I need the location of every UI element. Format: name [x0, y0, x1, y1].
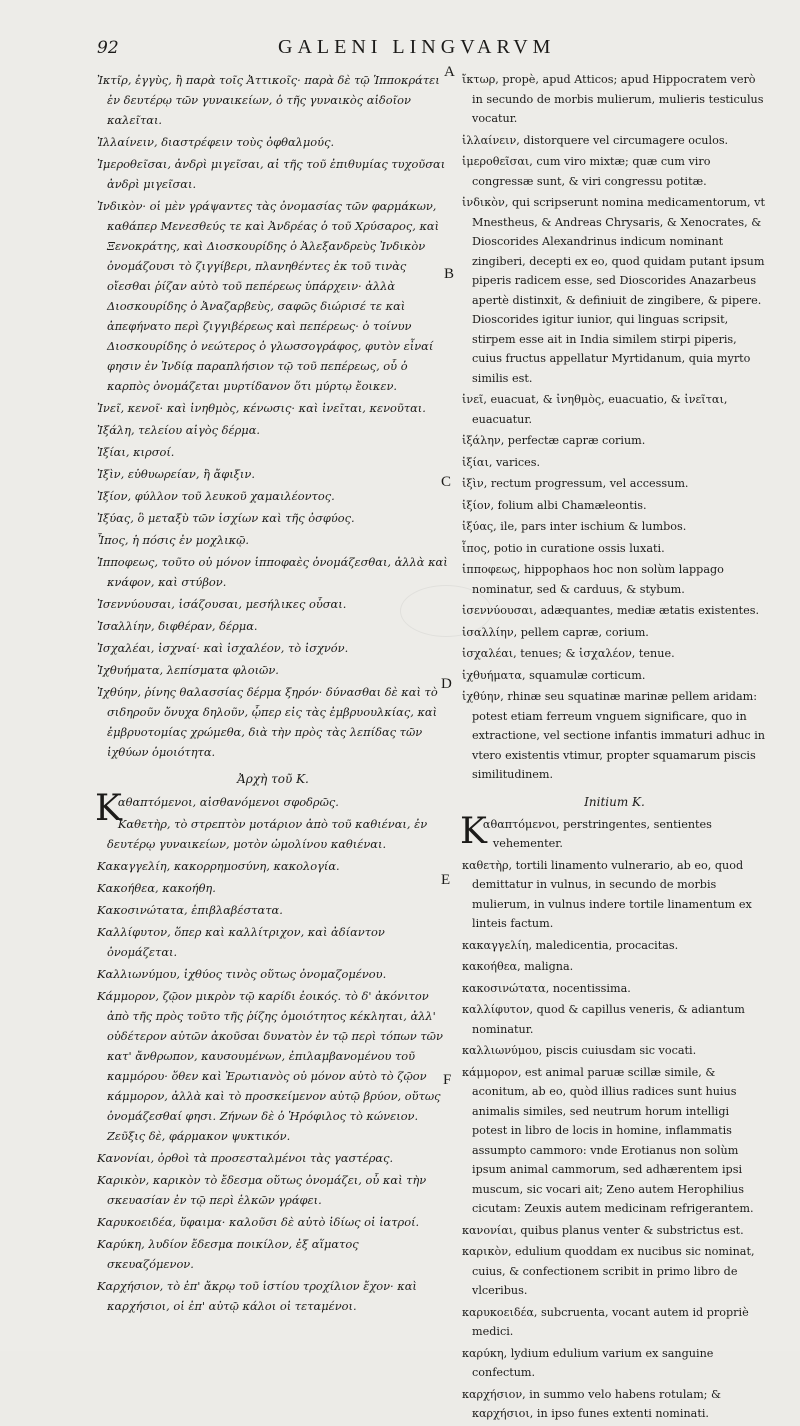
entry-ixin: Ἰξὶν, εὐθυωρείαν, ἢ ἄφιξιν. — [97, 467, 255, 481]
entry-hippopheos: Ἱπποφεως, τοῦτο οὐ μόνον ἱπποφαὲς ὀνομάζεσθαι, ἀλλὰ καὶ κνάφον, καὶ στύβον. — [97, 555, 448, 589]
entry-kakosinotata: Κακοσινώτατα, ἐπιβλαβέστατα. — [97, 903, 283, 917]
entry-kalliphyton-lat: καλλίφυτον, quod & capillus veneris, & adiantum nominatur. — [462, 1003, 745, 1036]
entry-karikon-lat: καρικὸν, edulium quoddam ex nucibus sic nominat, cuius, & confectionem scribit in primo libro de vlceribus. — [462, 1245, 755, 1297]
entry-indikon-lat: ἰνδικὸν, qui scripserunt nomina medicamentorum, vt Mnestheus, & Andreas Chrysaris, & Xenocrates, & Dioscorides Alexandrinus indicum nominant zingiberi, decepti ex eo, quod quidam putant ipsum piperis radicem esse, sed Dioscorides Anazarbeus apertè distinxit, & definiuit de zingibere, & pipere. Dioscorides igitur iunior, qui linguas scripsit, stirpem esse ait in India similem stirpi piperis, cuius fructus appellatur Myrtidanum, quia myrto similis est. — [462, 196, 765, 385]
margin-letter-f: F — [443, 1072, 452, 1088]
entry-ixale: Ἰξάλη, τελείου αἰγὸς δέρμα. — [97, 423, 261, 437]
section-heading-k-lat: Initium K. — [584, 794, 645, 809]
entry-karykoeidea: Καρυκοειδέα, ὕφαιμα· καλοῦσι δὲ αὐτὸ ἰδίως οἱ ἰατροί. — [97, 1215, 420, 1229]
entry-ipos: Ἶπος, ἡ πόσις ἐν μοχλικῷ. — [97, 533, 249, 547]
entry-kallionymou: Καλλιωνύμου, ἰχθύος τινὸς οὕτως ὀνομαζομένου. — [97, 967, 387, 981]
entry-karyke-lat: καρύκη, lydium edulium varium ex sanguine confectum. — [462, 1346, 714, 1379]
entry-isallien: Ἰσαλλίην, διφθέραν, δέρμα. — [97, 619, 258, 633]
entry-ixiai-lat: ἰξίαι, varices. — [462, 455, 541, 469]
drop-cap-lat: K — [460, 810, 487, 852]
entry-kathaptomenoi-text: αθαπτόμενοι, αἰσθανόμενοι σφοδρῶς. — [117, 795, 339, 809]
entry-karikon: Καρικὸν, καρικὸν τὸ ἔδεσμα οὕτως ὀνομάζει, οὗ καὶ τὴν σκευασίαν ἐν τῷ περὶ ἑλκῶν γράφει. — [97, 1173, 427, 1207]
entry-kanoniai: Κανονίαι, ὀρθοὶ τὰ προσεσταλμένοι τὰς γαστέρας. — [97, 1151, 394, 1165]
entry-kammoron: Κάμμορον, ζῷον μικρὸν τῷ καρίδι ἐοικός. τὸ δ' ἀκόνιτον ἀπὸ τῆς πρὸς τοῦτο τῆς ῥίζης ὁμοιότητος κέκληται, ἀλλ' οὐδέτερον αὐτῶν ἀκοῦσαι δυνατὸν ἐν τῷ περὶ τόπων τῶν κατ' ἄνθρωπον, καυσουμένων, ἐπιλαμβανομένου τοῦ καμμόρου· ὅθεν καὶ Ἐρωτιανὸς οὐ μόνον αὐτὸ τὸ ζῷον κάμμορον, ἀλλὰ καὶ τὸ προσκείμενον αὐτῷ βρύον, οὕτως ὀνομάζεσθαί φησι. Ζήνων δὲ ὁ Ἡρόφιλος τὸ κώνειον. Ζεῦξις δὲ, φάρμακον ψυκτικόν. — [97, 989, 443, 1143]
entry-imerotheisai: Ἰμεροθεῖσαι, ἀνδρὶ μιγεῖσαι, αἱ τῆς τοῦ ἐπιθυμίας τυχοῦσαι ἀνδρὶ μιγεῖσαι. — [97, 157, 446, 191]
entry-ixiai: Ἰξίαι, κιρσοί. — [97, 445, 175, 459]
entry-kakangelie-lat: κακαγγελίη, maledicentia, procacitas. — [462, 938, 679, 952]
entry-ixyas: Ἰξύας, ὃ μεταξὺ τῶν ἰσχίων καὶ τῆς ὀσφύος. — [97, 511, 355, 525]
entry-kathaptomenoi-lat — [460, 810, 767, 854]
entry-inei: Ἰνεῖ, κενοῖ· καὶ ἰνηθμὸς, κένωσις· καὶ ἰνεῖται, κενοῦται. — [97, 401, 426, 415]
entry-ixin-lat: ἰξὶν, rectum progressum, vel accessum. — [462, 477, 689, 490]
margin-letter-a: A — [444, 64, 455, 80]
entry-hippopheos-lat: ἱπποφεως, hippophaos hoc non solùm lappago nominatur, sed & carduus, & stybum. — [462, 563, 724, 596]
margin-letter-e: E — [441, 872, 451, 888]
drop-cap: Κ — [95, 788, 122, 829]
entry-kallionymou-lat: καλλιωνύμου, piscis cuiusdam sic vocati. — [462, 1044, 697, 1057]
page-number: 92 — [97, 38, 119, 58]
entry-imerotheisai-lat: ἱμεροθεῖσαι, cum viro mixtæ; quæ cum viro congressæ sunt, & viri congressu potitæ. — [462, 155, 711, 188]
entry-ichthyemata-lat: ἰχθυήματα, squamulæ corticum. — [462, 668, 646, 682]
entry-ischaleai-lat: ἰσχαλέαι, tenues; & ἰσχαλέον, tenue. — [462, 647, 675, 660]
entry-ixale-lat: ἰξάλην, perfectæ capræ corium. — [462, 434, 646, 447]
running-title: GALENI LINGVARVM — [278, 36, 556, 58]
entry-ikter-lat: ἴκτωρ, propè, apud Atticos; apud Hippocratem verò in secundo de morbis mulierum, mulieris testiculus vocatur. — [462, 73, 764, 125]
entry-kathaptomenoi — [95, 788, 449, 829]
section-heading-k: Ἀρχὴ τοῦ Κ. — [237, 772, 309, 786]
entry-kathaptomenoi-lat-text: αθαπτόμενοι, perstringentes, sentientes vehementer. — [482, 817, 712, 850]
entry-karchesion: Καρχήσιον, τὸ ἐπ' ἄκρῳ τοῦ ἱστίου τροχίλιον ἔχον· καὶ καρχήσιοι, οἱ ἐπ' αὐτῷ κάλοι οἱ τεταμένοι. — [97, 1279, 417, 1313]
margin-letter-d: D — [441, 676, 452, 692]
entry-kakangelie: Κακαγγελίη, κακορρημοσύνη, κακολογία. — [97, 859, 340, 873]
greek-column — [95, 70, 452, 1318]
entry-ichthyemata: Ἰχθυήματα, λεπίσματα φλοιῶν. — [97, 663, 279, 677]
entry-ichthyen-lat: ἰχθύην, rhinæ seu squatinæ marinæ pellem aridam: potest etiam ferreum vnguem significare, quo in extractione, vel sectione infantis immaturi adhuc in vtero existentis vtimur, propter squamarum piscis similitudinem. — [462, 690, 766, 781]
entry-kalliphyton: Καλλίφυτον, ὅπερ καὶ καλλίτριχον, καὶ ἀδίαντον ὀνομάζεται. — [97, 925, 385, 959]
entry-katheter-lat: καθετὴρ, tortili linamento vulnerario, ab eo, quod demittatur in vulnus, in secundo de morbis mulierum, in vulnus indere tortile linamentum ex linteis factum. — [462, 858, 752, 930]
entry-kakoethea: Κακοήθεα, κακοήθη. — [97, 881, 216, 895]
entry-kakoethea-lat: κακοήθεα, maligna. — [462, 960, 574, 973]
latin-column — [462, 70, 767, 1426]
entry-ikter: Ἰκτῖρ, ἐγγὺς, ἢ παρὰ τοῖς Ἀττικοῖς· παρὰ δὲ τῷ Ἱπποκράτει ἐν δευτέρῳ τῶν γυναικείων, ὁ τῆς γυναικὸς αἰδοῖον καλεῖται. — [97, 73, 440, 127]
entry-inei-lat: ἰνεῖ, euacuat, & ἰνηθμὸς, euacuatio, & ἰνεῖται, euacuatur. — [462, 393, 728, 426]
entry-karykoeidea-lat: καρυκοειδέα, subcruenta, vocant autem id propriè medici. — [462, 1305, 749, 1338]
entry-kakosinotata-lat: κακοσινώτατα, nocentissima. — [462, 981, 631, 995]
entry-ixion-lat: ἰξίον, folium albi Chamæleontis. — [462, 498, 647, 512]
entry-isallien-lat: ἰσαλλίην, pellem capræ, corium. — [462, 625, 649, 639]
entry-karyke: Καρύκη, λυδίον ἔδεσμα ποικίλον, ἐξ αἵματος σκευαζόμενον. — [97, 1237, 359, 1271]
entry-ixyas-lat: ἰξύας, ile, pars inter ischium & lumbos. — [462, 520, 687, 533]
entry-kammoron-lat: κάμμορον, est animal paruæ scillæ simile, & aconitum, ab eo, quòd illius radices sunt huius animalis similes, sed neutrum horum intelligi potest in libro de locis in homine, inflammatis assumpto cammoro: vnde Erotianus non solùm ipsum animal cammorum, sed adhærentem ipsi muscum, sic vocari ait; Zeno autem Herophilius cicutam: Zeuxis autem medicinam refrigerantem. — [462, 1065, 754, 1215]
entry-isennyousai: Ἰσεννύουσαι, ἰσάζουσαι, μεσήλικες οὖσαι. — [97, 597, 347, 611]
entry-indikon: Ἰνδικὸν· οἱ μὲν γράψαντες τὰς ὀνομασίας τῶν φαρμάκων, καθάπερ Μενεσθεύς τε καὶ Ἀνδρέας ὁ τοῦ Χρύσαρος, καὶ Ξενοκράτης, καὶ Διοσκουρίδης ὁ Ἀλεξανδρεὺς Ἰνδικὸν ὀνομάζουσι τὸ ζιγγίβερι, πλανηθέντες ἐκ τοῦ τινὰς οἴεσθαι ῥίζαν αὐτὸ τοῦ πεπέρεως ὑπάρχειν· ἀλλὰ Διοσκουρίδης ὁ Ἀναζαρβεὺς, σαφῶς διώρισέ τε καὶ ἀπεφήνατο περὶ ζιγγιβέρεως καὶ πεπέρεως· ὁ τοίνυν Διοσκουρίδης ὁ νεώτερος ὁ γλωσσογράφος, φυτὸν εἶναί φησιν ἐν Ἰνδίᾳ παραπλήσιον τῷ τοῦ πεπέρεως, οὗ ὁ καρπὸς ὀνομάζεται μυρτίδανον ὅτι μύρτῳ ἔοικεν. — [97, 199, 440, 393]
entry-ichthyen: Ἰχθύην, ῥίνης θαλασσίας δέρμα ξηρόν· δύνασθαι δὲ καὶ τὸ σιδηροῦν ὄνυχα δηλοῦν, ᾧπερ εἰς τὰς ἐμβρυουλκίας, καὶ ἐμβρυοτομίας χρώμεθα, διὰ τὴν πρὸς τὰς λεπίδας τῶν ἰχθύων ὁμοιότητα. — [97, 685, 438, 759]
entry-ixion: Ἰξίον, φύλλον τοῦ λευκοῦ χαμαιλέοντος. — [97, 489, 335, 503]
entry-katheter: Καθετὴρ, τὸ στρεπτὸν μοτάριον ἀπὸ τοῦ καθιέναι, ἐν δευτέρῳ γυναικείων, μοτὸν ὡμολίνου καθιέναι. — [107, 817, 428, 851]
entry-illainein: Ἰλλαίνειν, διαστρέφειν τοὺς ὀφθαλμούς. — [97, 135, 335, 149]
entry-illainein-lat: ἰλλαίνειν, distorquere vel circumagere oculos. — [462, 133, 729, 147]
entry-isennyousai-lat: ἰσεννύουσαι, adæquantes, mediæ ætatis existentes. — [462, 604, 760, 617]
entry-karchesion-lat: καρχήσιον, in summo velo habens rotulam; & καρχήσιοι, in ipso funes extenti nominati. — [462, 1387, 721, 1420]
margin-letter-b: B — [444, 266, 455, 282]
entry-ischaleai: Ἰσχαλέαι, ἰσχναί· καὶ ἰσχαλέον, τὸ ἰσχνόν. — [97, 641, 349, 655]
margin-letter-c: C — [441, 474, 452, 490]
page-header — [70, 38, 770, 68]
entry-ipos-lat: ἶπος, potio in curatione ossis luxati. — [462, 541, 665, 555]
entry-kanoniai-lat: κανονίαι, quibus planus venter & substrictus est. — [462, 1223, 744, 1237]
